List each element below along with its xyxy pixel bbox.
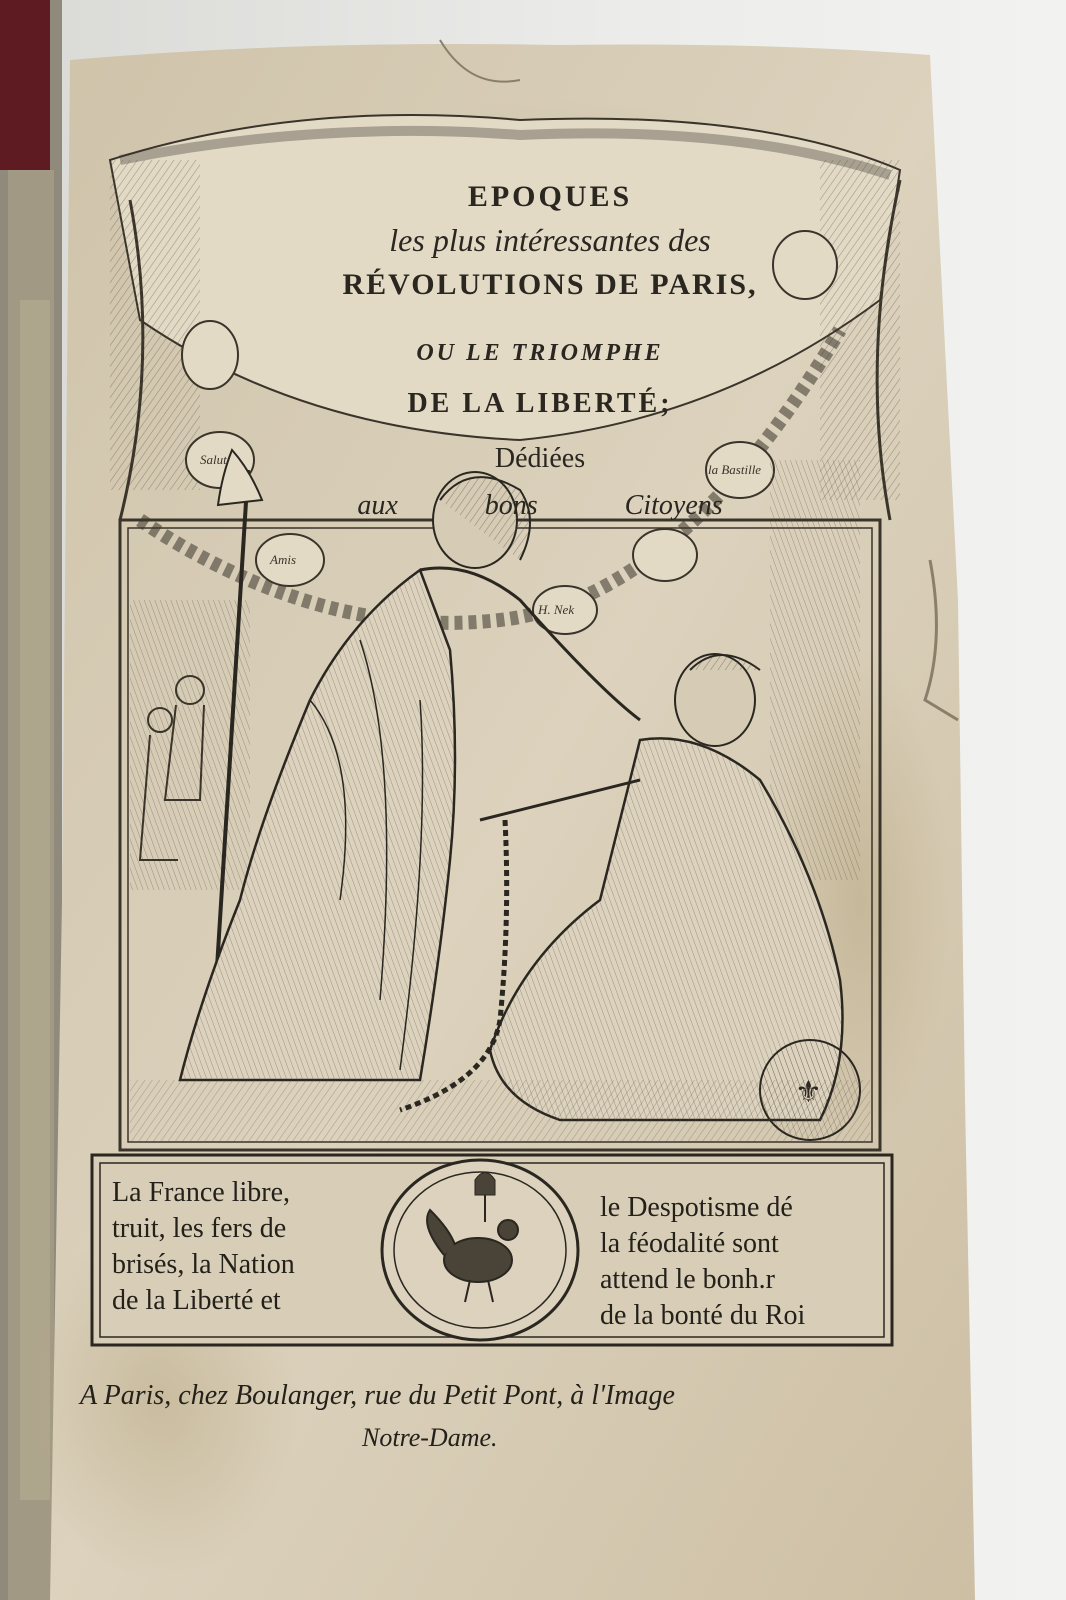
caption-left-line-1: La France libre, [112, 1177, 291, 1208]
cap-on-pike-icon [475, 1173, 495, 1196]
caption-right-line-1: le Despotisme dé [600, 1192, 793, 1223]
title-line-6: Dédiées [494, 443, 586, 474]
title-line-7: aux bons Citoyens [357, 490, 723, 521]
title-line-5: DE LA LIBERTÉ; [407, 388, 673, 419]
caption-left-line-2: truit, les fers de [112, 1213, 287, 1244]
imprint-line-1: A Paris, chez Boulanger, rue du Petit Pont, à l'Image [80, 1380, 675, 1411]
medallion-text-4: Salut [200, 452, 227, 467]
spine-cloth [0, 0, 50, 170]
caption-left [112, 1175, 295, 1319]
medallion-text-2: la Bastille [708, 462, 762, 477]
caption-left-line-4: de la Liberté et [112, 1285, 281, 1316]
caption-left-line-3: brisés, la Nation [112, 1249, 295, 1280]
ground [130, 1080, 870, 1142]
title-line-3: RÉVOLUTIONS DE PARIS, [342, 268, 758, 301]
caption-right-line-3: attend le bonh.r [600, 1264, 775, 1295]
title-line-1: EPOQUES [467, 180, 633, 213]
caption-right-line-2: la féodalité sont [600, 1228, 779, 1259]
medallion-text-3: Amis [270, 552, 296, 567]
caption-right-line-4: de la bonté du Roi [600, 1300, 806, 1331]
title-line-4: OU LE TRIOMPHE [416, 340, 664, 366]
medallion-text-1: H. Nek [538, 602, 575, 617]
title-line-2: les plus intéressantes des [389, 222, 711, 258]
caption-right [600, 1190, 805, 1334]
imprint-line-2: Notre-Dame. [362, 1423, 498, 1452]
